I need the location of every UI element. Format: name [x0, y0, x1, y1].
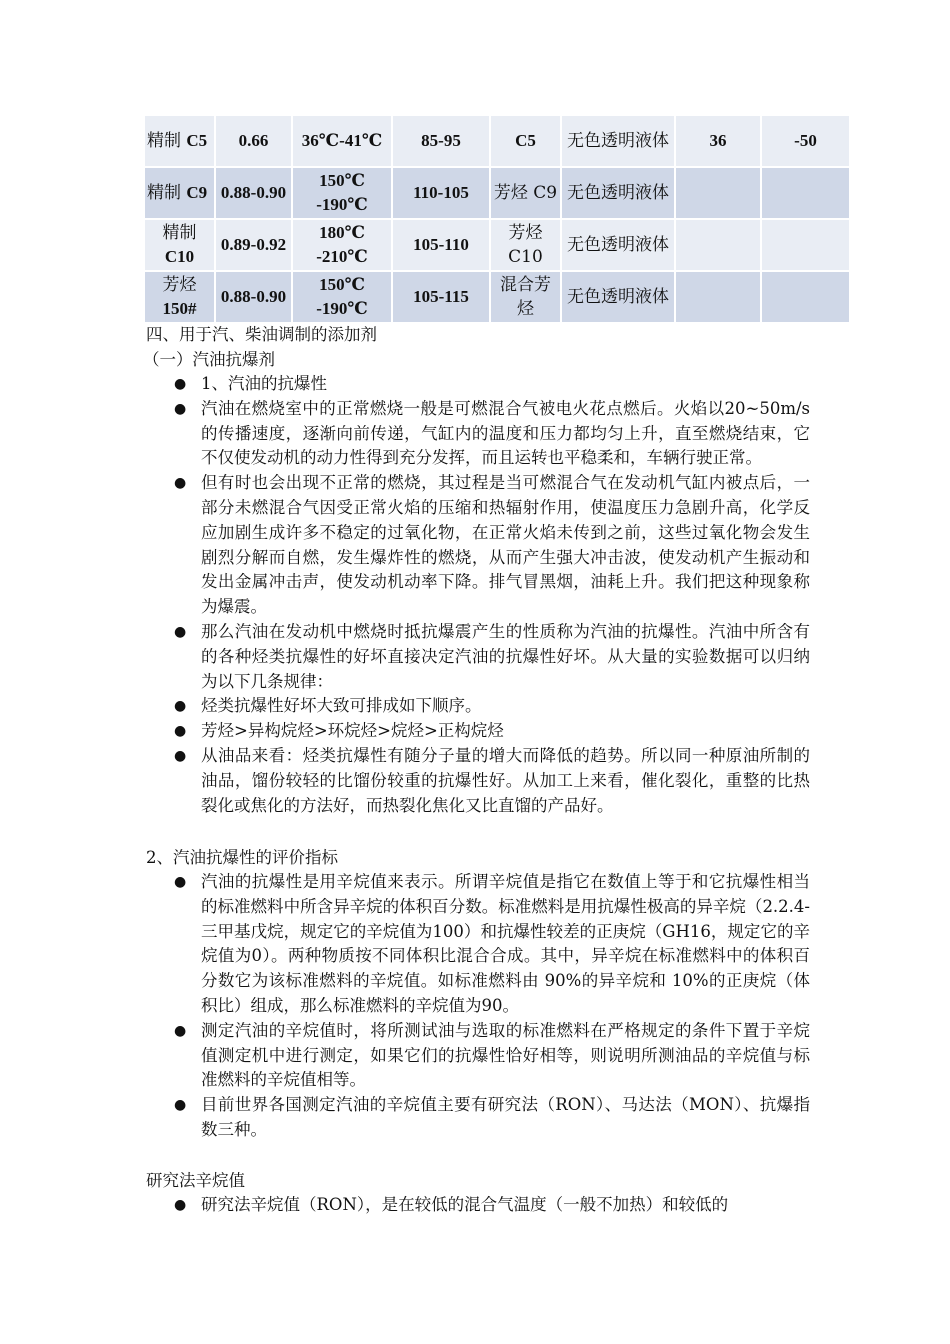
table-cell: 0.66	[215, 115, 292, 167]
list-item	[174, 1193, 810, 1218]
bullet-list	[174, 1193, 810, 1218]
cell-text: C9	[186, 183, 208, 202]
cell-text: 精制	[162, 223, 197, 243]
table-row	[144, 271, 850, 323]
table-cell: 150℃ -190℃	[292, 167, 392, 219]
table-cell: 180℃ -210℃	[292, 219, 392, 271]
list-item	[174, 397, 810, 471]
list-item	[174, 744, 810, 818]
section-title: 四、用于汽、柴油调制的添加剂	[146, 325, 377, 344]
bullet-icon: ●	[174, 400, 187, 417]
list-item	[174, 694, 810, 719]
table-cell: 无色透明液体	[561, 219, 675, 271]
table-cell: C5	[490, 115, 561, 167]
table-cell: 36℃-41℃	[292, 115, 392, 167]
bullet-icon: ●	[174, 1022, 187, 1039]
table-row	[144, 167, 850, 219]
list-item-text: 那么汽油在发动机中燃烧时抵抗爆震产生的性质称为汽油的抗爆性。汽油中所含有的各种烃类抗爆性的好坏直接决定汽油的抗爆性好坏。从大量的实验数据可以归纳为以下几条规律：	[201, 621, 810, 691]
list-item-text: 从油品来看：烃类抗爆性有随分子量的增大而降低的趋势。所以同一种原油所制的油品，馏份较轻的比馏份较重的抗爆性好。从加工上来看，催化裂化，重整的比热裂化或焦化的方法好，而热裂化焦化又比直馏的产品好。	[201, 745, 810, 815]
cell-text: C5	[186, 131, 208, 150]
table-cell	[144, 167, 215, 219]
bullet-icon: ●	[174, 475, 187, 492]
table-cell: 无色透明液体	[561, 115, 675, 167]
bullet-icon: ●	[174, 623, 187, 640]
table-cell: 芳烃 C9	[490, 167, 561, 219]
list-item-text: 汽油的抗爆性是用辛烷值来表示。所谓辛烷值是指它在数值上等于和它抗爆性相当的标准燃料中所含异辛烷的体积百分数。标准燃料是用抗爆性极高的异辛烷（2.2.4-三甲基戊烷，规定它的辛烷值为100）和抗爆性较差的正庚烷（GH16，规定它的辛烷值为0）。两种物质按不同体积比混合合成。其中，异辛烷在标准燃料中的体积百分数它为该标准燃料的辛烷值。如标准燃料由 90%的异辛烷和 10%的正庚烷（体积比）组成，那么标准燃料的辛烷值为90。	[201, 872, 810, 1015]
cell-text: 精制	[147, 183, 187, 203]
cell-text: 精制	[147, 131, 187, 151]
list-item-text: 研究法辛烷值（RON），是在较低的混合气温度（一般不加热）和较低的	[201, 1195, 729, 1214]
list-item	[174, 471, 810, 620]
table-cell: -50	[761, 115, 850, 167]
list-item	[174, 1019, 810, 1093]
product-spec-table	[143, 114, 851, 324]
table-cell: 85-95	[392, 115, 490, 167]
table-cell	[675, 271, 761, 323]
bullet-icon: ●	[174, 376, 187, 392]
table-cell: 混合芳烃	[490, 271, 561, 323]
list-item	[174, 870, 810, 1019]
table-cell	[761, 167, 850, 219]
cell-text: 150#	[162, 299, 197, 318]
table-cell	[761, 219, 850, 271]
table-cell	[144, 115, 215, 167]
list-item-text: 目前世界各国测定汽油的辛烷值主要有研究法（RON）、马达法（MON）、抗爆指数三种。	[201, 1095, 810, 1139]
list-item-text: 测定汽油的辛烷值时，将所测试油与选取的标准燃料在严格规定的条件下置于辛烷值测定机中进行测定，如果它们的抗爆性恰好相等，则说明所测油品的辛烷值与标准燃料的辛烷值相等。	[201, 1020, 810, 1090]
table-cell	[675, 219, 761, 271]
table-row	[144, 115, 850, 167]
list-item	[174, 719, 810, 744]
table-cell: 无色透明液体	[561, 271, 675, 323]
list-item	[174, 1093, 810, 1143]
bullet-list	[174, 870, 810, 1143]
table-cell: 110-105	[392, 167, 490, 219]
subsection-title: （一）汽油抗爆剂	[143, 350, 275, 369]
list-item-text: 芳烃>异构烷烃>环烷烃>烷烃>正构烷烃	[201, 721, 504, 741]
table-cell: 芳烃 C10	[490, 219, 561, 271]
subsection-title: 研究法辛烷值	[146, 1171, 245, 1190]
bullet-icon: ●	[174, 1097, 187, 1114]
bullet-icon: ●	[174, 874, 187, 890]
bullet-list	[174, 372, 810, 818]
table-cell: 36	[675, 115, 761, 167]
list-item	[174, 372, 810, 397]
subsection-title: 2、汽油抗爆性的评价指标	[146, 848, 338, 867]
bullet-icon: ●	[174, 723, 187, 740]
table-cell	[144, 219, 215, 271]
table-cell	[675, 167, 761, 219]
table-cell: 105-115	[392, 271, 490, 323]
table-cell: 105-110	[392, 219, 490, 271]
table-cell	[144, 271, 215, 323]
table-cell: 0.88-0.90	[215, 271, 292, 323]
list-item-text: 烃类抗爆性好坏大致可排成如下顺序。	[201, 696, 482, 716]
table-cell: 0.88-0.90	[215, 167, 292, 219]
table-cell	[761, 271, 850, 323]
table-cell: 150℃ -190℃	[292, 271, 392, 323]
bullet-icon: ●	[174, 747, 187, 764]
list-item-text: 1、汽油的抗爆性	[201, 374, 327, 393]
list-item-text: 汽油在燃烧室中的正常燃烧一般是可燃混合气被电火花点燃后。火焰以20~50m/s的传播速度，逐渐向前传递，气缸内的温度和压力都均匀上升，直至燃烧结束，它不仅使发动机的动力性得到充分发挥，而且运转也平稳柔和，车辆行驶正常。	[201, 398, 810, 468]
table-cell: 无色透明液体	[561, 167, 675, 219]
cell-text: 芳烃	[162, 275, 197, 295]
table-row	[144, 219, 850, 271]
bullet-icon: ●	[174, 698, 187, 715]
table-cell: 0.89-0.92	[215, 219, 292, 271]
list-item	[174, 620, 810, 694]
cell-text: C10	[164, 247, 195, 266]
bullet-icon: ●	[174, 1197, 187, 1213]
list-item-text: 但有时也会出现不正常的燃烧，其过程是当可燃混合气在发动机气缸内被点后，一部分未燃混合气因受正常火焰的压缩和热辐射作用，使温度压力急剧升高，化学反应加剧生成许多不稳定的过氧化物，在正常火焰未传到之前，这些过氧化物会发生剧烈分解而自燃，发生爆炸性的燃烧，从而产生强大冲击波，使发动机产生振动和发出金属冲击声，使发动机动率下降。排气冒黑烟，油耗上升。我们把这种现象称为爆震。	[201, 473, 810, 617]
